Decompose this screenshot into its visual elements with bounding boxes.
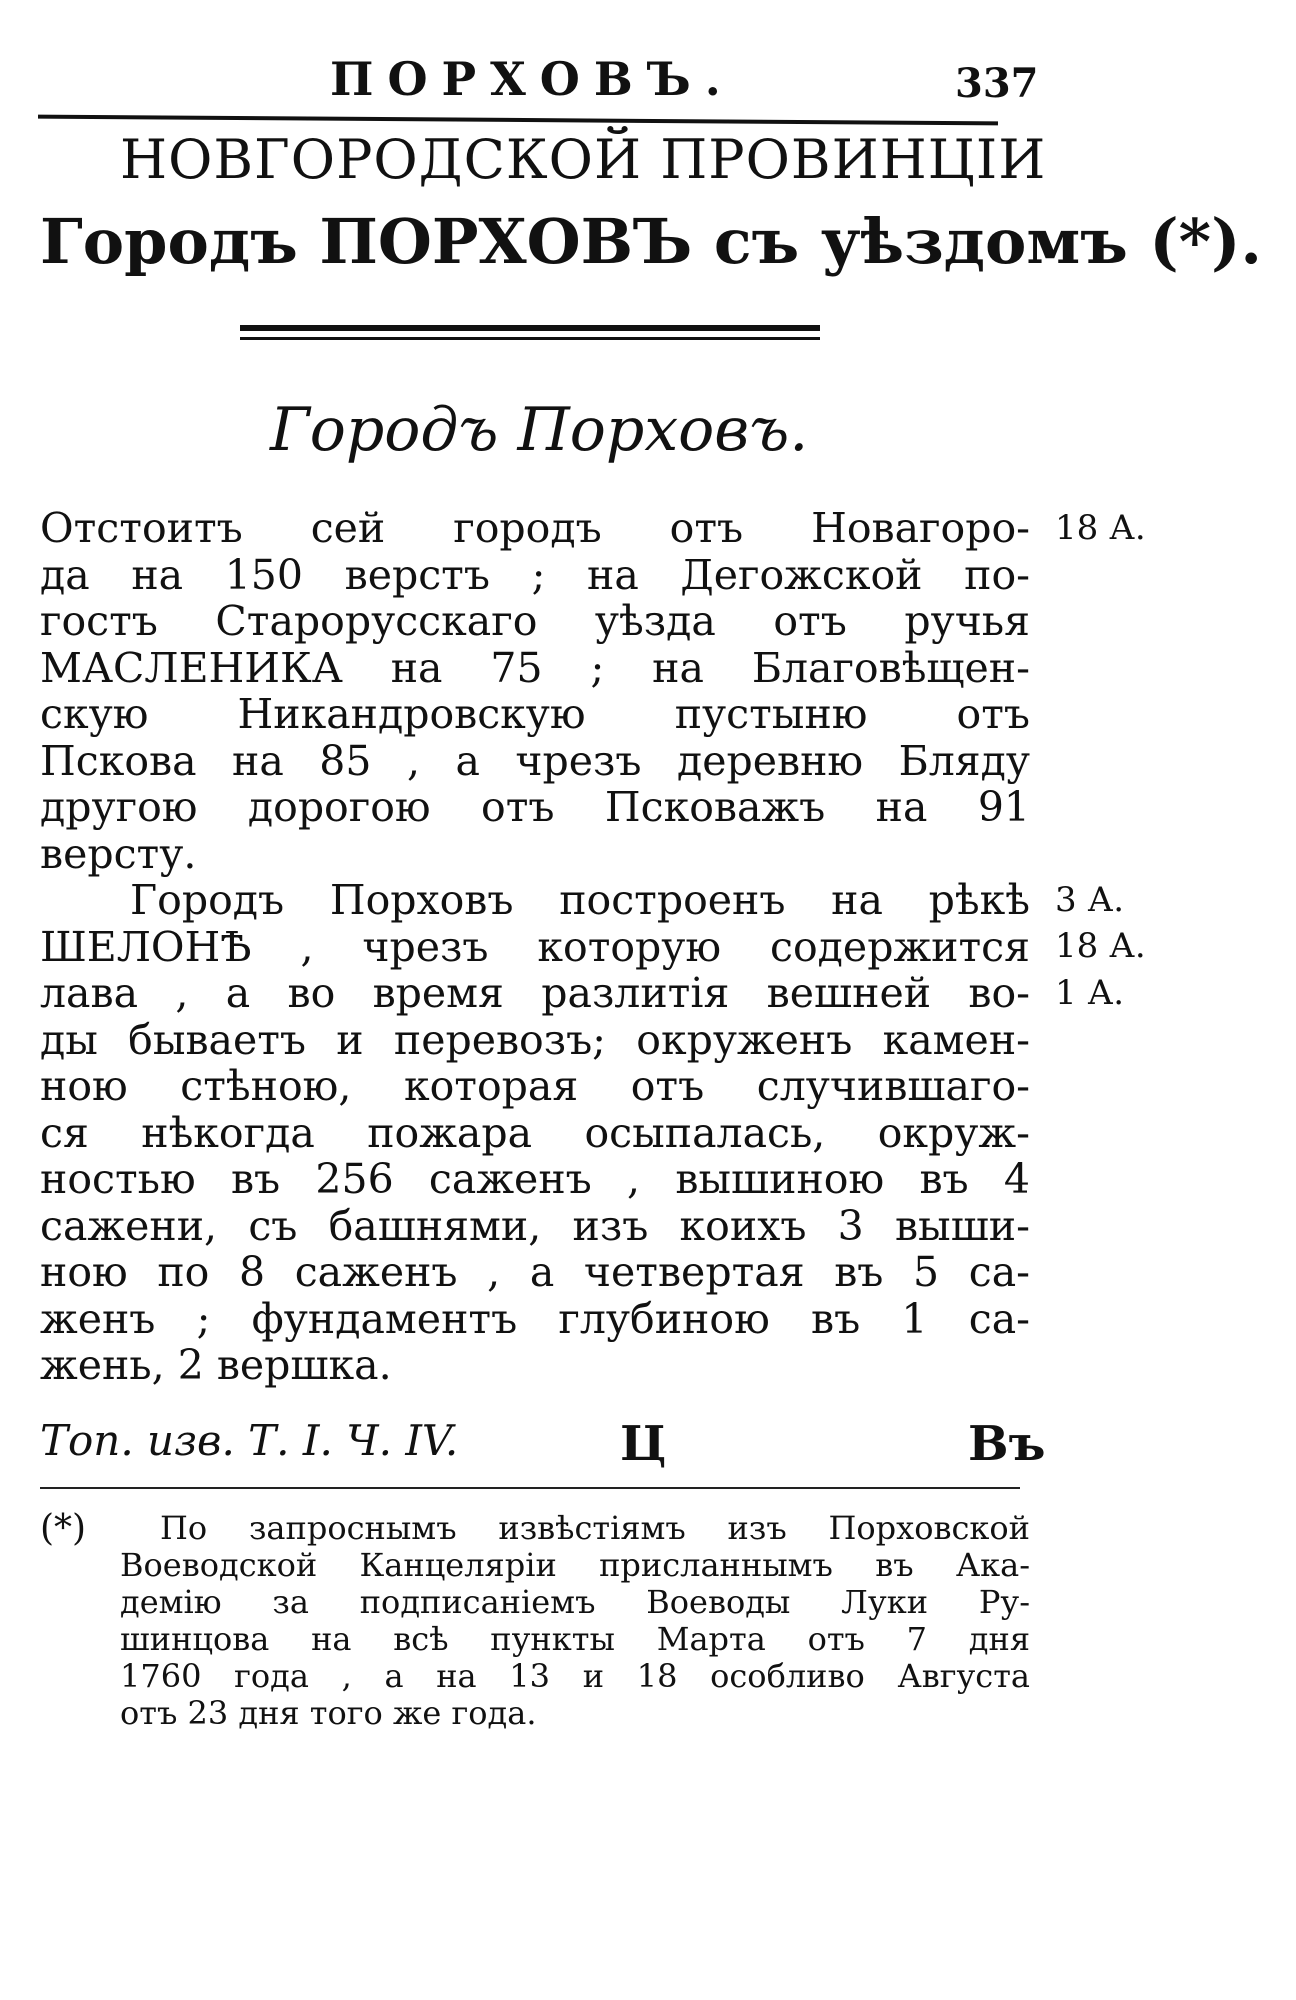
body-line: Отстоитъ сей городъ отъ Новагоро- bbox=[40, 504, 1030, 552]
footnote-line: демію за подписаніемъ Воеводы Луки Ру- bbox=[120, 1583, 1030, 1621]
province-heading: НОВГОРОДСКОЙ ПРОВИНЦІИ bbox=[120, 128, 1047, 191]
catchword: Въ bbox=[968, 1416, 1046, 1472]
margin-note: 1 А. bbox=[1055, 973, 1124, 1013]
body-text bbox=[40, 505, 1030, 1389]
body-line: ся нѣкогда пожара осыпалась, окруж- bbox=[40, 1108, 1030, 1157]
footnote-line: шинцова на всѣ пункты Марта отъ 7 дня bbox=[120, 1620, 1030, 1658]
divider-rule-thin bbox=[240, 337, 820, 340]
body-line: ШЕЛОНѢ , чрезъ которую содержится bbox=[40, 922, 1030, 971]
footnote-line: Воеводской Канцеляріи присланнымъ въ Ака- bbox=[120, 1546, 1030, 1584]
margin-note: 18 А. bbox=[1055, 926, 1146, 966]
body-line: версту. bbox=[40, 829, 197, 878]
body-line: ною по 8 саженъ , а четвертая въ 5 са- bbox=[40, 1248, 1030, 1296]
chapter-title: Городъ ПОРХОВЪ съ уѣздомъ (*). bbox=[40, 205, 1263, 278]
footnote-mark: (*) bbox=[40, 1508, 87, 1549]
body-line: МАСЛЕНИКА на 75 ; на Благовѣщен- bbox=[40, 643, 1030, 692]
body-line: Городъ Порховъ построенъ на рѣкѣ bbox=[130, 876, 1030, 924]
footnote-line: отъ 23 дня того же года. bbox=[120, 1694, 537, 1732]
body-line: женъ ; фундаментъ глубиною въ 1 са- bbox=[40, 1294, 1030, 1343]
divider-rule-thick bbox=[240, 325, 820, 331]
margin-note: 18 А. bbox=[1055, 508, 1146, 548]
page-number: 337 bbox=[955, 60, 1039, 107]
body-line: ностью въ 256 саженъ , вышиною въ 4 bbox=[40, 1155, 1030, 1203]
source-reference: Топ. изв. Т. I. Ч. IV. bbox=[40, 1416, 459, 1465]
footnote-line: По запроснымъ извѣстіямъ изъ Порховской bbox=[160, 1509, 1030, 1547]
footnote-rule bbox=[40, 1487, 1020, 1489]
body-line: лава , а во время разлитія вешней во- bbox=[40, 969, 1030, 1017]
body-line: гостъ Старорусскаго уѣзда отъ ручья bbox=[40, 597, 1030, 645]
running-head: ПОРХОВЪ. bbox=[330, 52, 735, 106]
signature-mark: Ц bbox=[620, 1416, 667, 1472]
margin-note: 3 А. bbox=[1055, 880, 1124, 920]
footnote-line: 1760 года , а на 13 и 18 особливо Августа bbox=[120, 1657, 1030, 1695]
body-line: скую Никандровскую пустыню отъ bbox=[40, 690, 1030, 738]
body-line: другою дорогою отъ Псковажъ на 91 bbox=[40, 783, 1030, 831]
body-line: ною стѣною, которая отъ случившаго- bbox=[40, 1062, 1030, 1110]
body-line: сажени, съ башнями, изъ коихъ 3 выши- bbox=[40, 1201, 1030, 1250]
footnote bbox=[40, 1510, 1030, 1732]
body-line: ды бываетъ и перевозъ; окруженъ камен- bbox=[40, 1015, 1030, 1064]
body-line: Пскова на 85 , а чрезъ деревню Бляду bbox=[40, 736, 1030, 785]
header-rule bbox=[38, 115, 998, 126]
body-line: жень, 2 вершка. bbox=[40, 1341, 392, 1389]
body-line: да на 150 верстъ ; на Дегожской по- bbox=[40, 550, 1030, 599]
section-title: Городъ Порховъ. bbox=[270, 395, 809, 465]
